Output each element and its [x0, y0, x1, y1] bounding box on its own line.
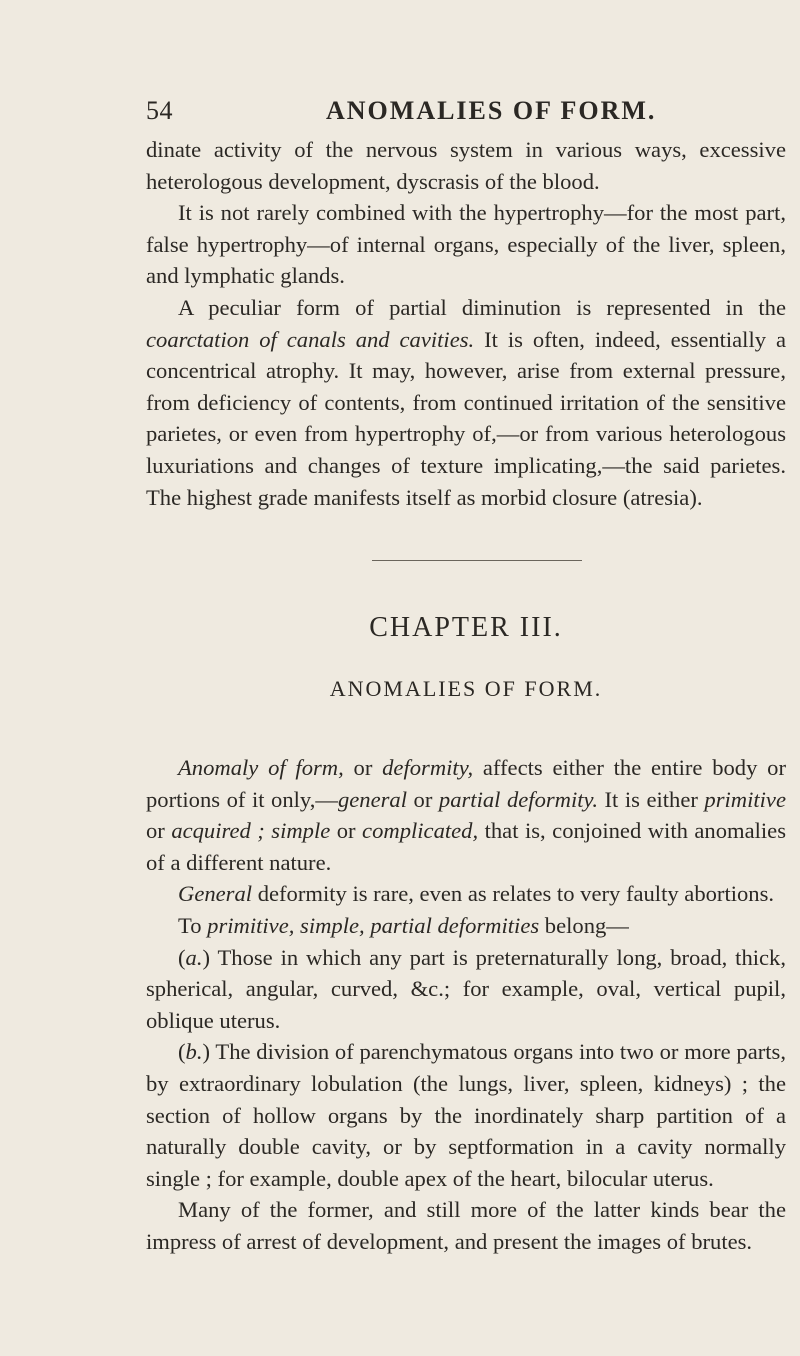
- italic-run: deformity,: [382, 755, 474, 780]
- paragraph: [146, 1194, 786, 1257]
- text-run: It is not rarely combined with the hypertrophy—for the most part, false hypertrophy—of internal organs, especially of the liver, spleen, and lymphatic glands.: [146, 200, 786, 289]
- italic-run: primitive, simple, partial deformities: [207, 912, 540, 938]
- paragraph: [146, 878, 786, 910]
- paragraph: [146, 197, 786, 292]
- running-head: [146, 96, 740, 132]
- paragraph: [146, 752, 786, 878]
- body-text-section-2: [146, 752, 786, 1258]
- paragraph: [146, 292, 786, 513]
- italic-run: acquired ; simple: [171, 818, 331, 844]
- paragraph: [146, 910, 786, 942]
- italic-run: a.: [185, 944, 203, 970]
- text-run: ) The division of parenchymatous organs into two or more parts, by extraordinary lobulation (the lungs, liver, spleen, kidneys) ; the section of hollow organs by the inordinately sharp partition of a naturally double cavity, or by septformation in a cavity normally single ; for example, double apex of the heart, bilocular uterus.: [146, 1039, 786, 1191]
- text-run: that is, conjoined with anomalies of a different nature.: [146, 818, 786, 875]
- text-run: It is often, indeed, essentially a concentrical atrophy. It may, however, arise from external pressure, from deficiency of contents, from continued irritation of the sensitive parietes, or even from hypertrophy of,—or from various heterologous luxuriations and changes of texture implicating,—the said parietes. The highest grade manifests itself as morbid closure (atresia).: [146, 326, 786, 510]
- text-run: ) Those in which any part is preternaturally long, broad, thick, spherical, angular, curved, &c.; for example, oval, vertical pupil, oblique uterus.: [146, 944, 786, 1033]
- paragraph: [146, 134, 786, 197]
- paragraph: [146, 942, 786, 1037]
- text-run: affects either the entire body or portions of it only,—: [146, 755, 786, 812]
- text-run: or: [407, 786, 439, 812]
- italic-run: b.: [185, 1039, 203, 1065]
- section-divider: [372, 560, 582, 561]
- text-run: or: [146, 818, 172, 844]
- italic-run: Anomaly of form,: [178, 755, 344, 780]
- text-run: deformity is rare, even as relates to very faulty abortions.: [252, 881, 775, 907]
- text-run: (: [178, 944, 186, 970]
- body-text-section-1: [146, 134, 786, 513]
- text-run: A peculiar form of partial diminution is represented in the: [178, 294, 786, 320]
- italic-run: primitive: [704, 786, 786, 812]
- text-run: or: [330, 818, 363, 844]
- italic-run: complicated,: [362, 818, 479, 844]
- text-run: Many of the former, and still more of the latter kinds bear the impress of arrest of development, and present the images of brutes.: [146, 1197, 786, 1254]
- page-number: 54: [146, 96, 173, 125]
- italic-run: General: [178, 881, 253, 907]
- italic-run: coarctation of canals and cavities.: [146, 326, 475, 352]
- text-run: (: [178, 1039, 186, 1065]
- text-run: or: [343, 755, 383, 780]
- chapter-subheading: ANOMALIES OF FORM.: [329, 676, 603, 701]
- running-title: ANOMALIES OF FORM.: [326, 96, 657, 125]
- chapter-heading: CHAPTER III.: [369, 612, 563, 643]
- italic-run: general: [337, 786, 408, 812]
- text-run: dinate activity of the nervous system in various ways, excessive heterologous development, dyscrasis of the blood.: [146, 137, 786, 194]
- paragraph: [146, 1036, 786, 1194]
- text-run: To: [178, 912, 208, 938]
- text-run: belong—: [539, 912, 629, 938]
- italic-run: partial deformity.: [438, 786, 598, 812]
- text-run: It is either: [597, 786, 705, 812]
